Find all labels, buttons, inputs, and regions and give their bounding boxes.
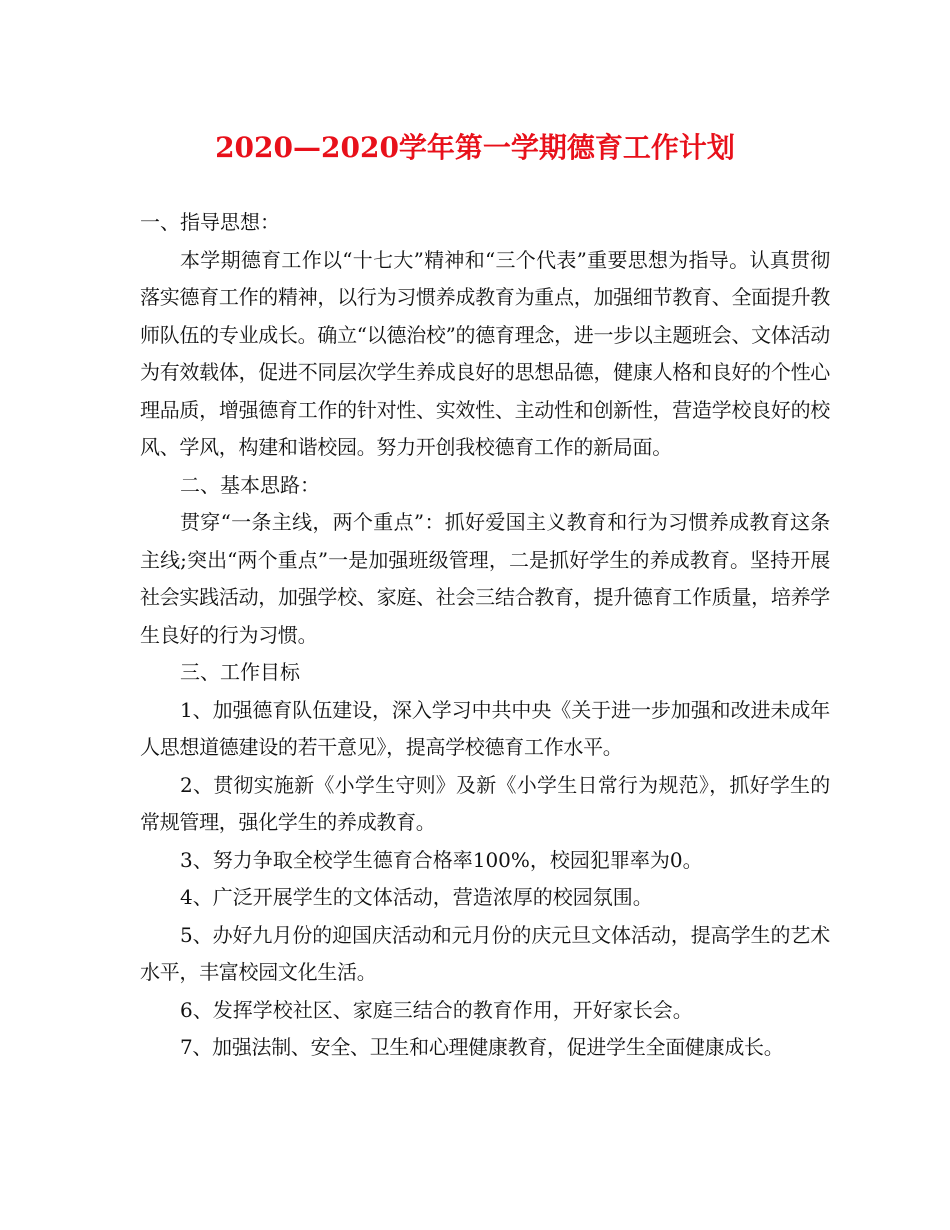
document-body <box>140 204 830 1067</box>
heading-guiding-ideology: 一、指导思想： <box>140 210 280 234</box>
heading-work-goals: 三、工作目标 <box>180 660 300 684</box>
goal-item-3: 3、努力争取全校学生德育合格率100%，校园犯罪率为0。 <box>180 847 703 872</box>
goal-item-5: 5、办好九月份的迎国庆活动和元月份的庆元旦文体活动，提高学生的艺术水平，丰富校园文化生活。 <box>140 922 830 984</box>
goal-item-2: 2、贯彻实施新《小学生守则》及新《小学生日常行为规范》，抓好学生的常规管理，强化学生的养成教育。 <box>140 772 830 834</box>
paragraph-basic-approach: 贯穿“一条主线，两个重点”：抓好爱国主义教育和行为习惯养成教育这条主线;突出“两个重点”一是加强班级管理，二是抓好学生的养成教育。坚持开展社会实践活动，加强学校、家庭、社会三结合教育，提升德育工作质量，培养学生良好的行为习惯。 <box>140 510 830 647</box>
goal-item-7: 7、加强法制、安全、卫生和心理健康教育，促进学生全面健康成长。 <box>180 1035 784 1059</box>
goal-item-4: 4、广泛开展学生的文体活动，营造浓厚的校园氛围。 <box>180 885 653 909</box>
page-title: 2020—2020学年第一学期德育工作计划 <box>215 131 735 164</box>
paragraph-guiding-ideology: 本学期德育工作以“十七大”精神和“三个代表”重要思想为指导。认真贯彻落实德育工作的精神，以行为习惯养成教育为重点，加强细节教育、全面提升教师队伍的专业成长。确立“以德治校”的德育理念，进一步以主题班会、文体活动为有效载体，促进不同层次学生养成良好的思想品德，健康人格和良好的个性心理品质，增强德育工作的针对性、实效性、主动性和创新性，营造学校良好的校风、学风，构建和谐校园。努力开创我校德育工作的新局面。 <box>140 247 830 459</box>
heading-basic-approach: 二、基本思路： <box>180 472 320 497</box>
goal-item-1: 1、加强德育队伍建设，深入学习中共中央《关于进一步加强和改进未成年人思想道德建设的若干意见》，提高学校德育工作水平。 <box>140 697 830 759</box>
goal-item-6: 6、发挥学校社区、家庭三结合的教育作用，开好家长会。 <box>180 997 693 1022</box>
